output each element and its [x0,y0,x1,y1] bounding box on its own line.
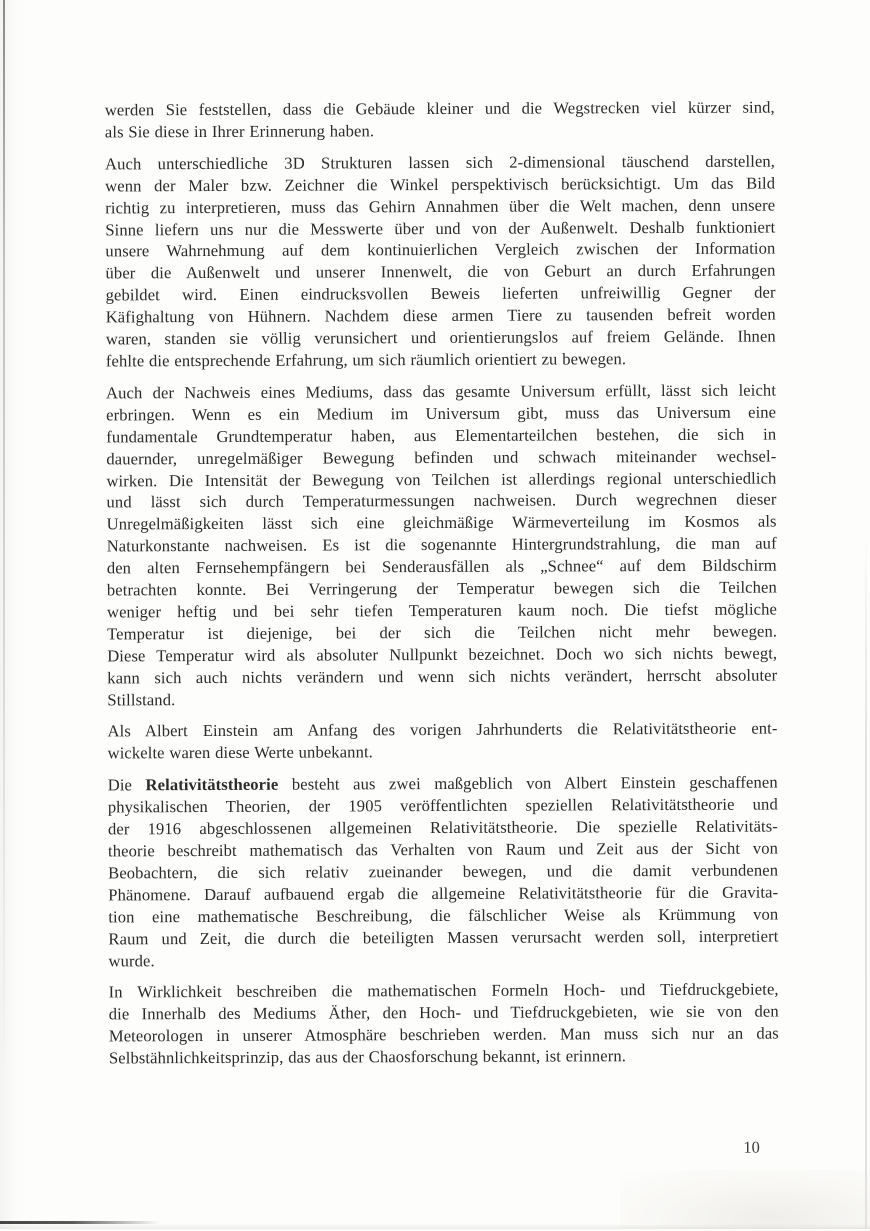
text-line: fundamentale Grundtemperatur haben, aus Elementarteilchen bestehen, die sich in [106,424,777,447]
text-line: wurde. [108,950,155,970]
scan-artifact-bottom-edge-shade [0,1224,870,1229]
text-line: und lässt sich durch Temperaturmessungen nachweisen. Durch wegrechnen dieser [106,489,777,512]
text-line: Temperatur ist diejenige, bei der sich die Teilchen nicht mehr bewegen. [107,621,778,644]
text-line: betrachten konnte. Bei Verringerung der Temperatur bewegen sich die Teilchen [106,577,777,600]
text-line: unsere Wahrnehmung auf dem kontinuierlichen Vergleich zwischen der Information [105,238,776,261]
text-line: die Innerhalb des Mediums Äther, den Hoch- und Tiefdruckgebieten, wie sie von den [108,1001,779,1024]
text-line: wickelte waren diese Werte unbekannt. [107,742,373,763]
paragraph [105,97,775,144]
text-segment: Die [107,775,146,795]
paragraph [105,150,776,372]
text-line: fehlte die entsprechende Erfahrung, um sich räumlich orientiert zu bewegen. [105,349,627,371]
text-line: Auch der Nachweis eines Mediums, dass das gesamte Universum erfüllt, lässt sich leicht [105,380,777,403]
text-line: weniger heftig und bei sehr tiefen Temperaturen kaum noch. Die tiefst mögliche [106,599,778,622]
scan-artifact-left-edge-line [3,0,5,1070]
text-line: Auch unterschiedliche 3D Strukturen lassen sich 2-dimensional täuschend darstellen, [104,151,776,174]
text-line: dauernder, unregelmäßiger Bewegung befinden und schwach miteinander wechsel- [106,446,777,469]
paragraph [108,772,779,972]
scan-artifact-corner-smudge [620,1170,870,1229]
text-line: richtig zu interpretieren, muss das Gehirn Annahmen über die Welt machen, denn unsere [105,195,776,218]
text-line: wenn der Maler bzw. Zeichner die Winkel perspektivisch berücksichtigt. Um das Bild [105,173,776,196]
text-line: werden Sie feststellen, dass die Gebäude kleiner und die Wegstrecken viel kürzer sind, [104,97,775,120]
text-line: Raum und Zeit, die durch die beteiligten Massen verursacht werden soll, interpretiert [108,926,779,949]
text-line: physikalischen Theorien, der 1905 veröffentlichten speziellen Relativitätstheorie und [107,794,778,817]
text-line: In Wirklichkeit beschreiben die mathematischen Formeln Hoch- und Tiefdruckgebiete, [108,979,779,1002]
text-line: Meteorologen in unserer Atmosphäre beschrieben werden. Man muss sich nur an das [108,1023,779,1046]
text-line: kann sich auch nichts verändern und wenn sich nichts verändert, herrscht absoluter [107,665,778,688]
paragraph [107,718,777,765]
text-line: Sinne liefern uns nur die Messwerte über und von der Außenwelt. Deshalb funktioniert [105,217,776,239]
paragraph [109,979,779,1070]
text-line: erbringen. Wenn es ein Medium im Universum gibt, muss das Universum eine [106,402,777,425]
text-line [108,772,778,797]
text-line: Unregelmäßigkeiten lässt sich eine gleichmäßige Wärmeverteilung im Kosmos als [106,511,777,534]
text-line: Diese Temperatur wird als absoluter Nullpunkt bezeichnet. Doch wo sich nichts bewegt, [107,643,778,666]
page-number: 10 [743,1137,760,1157]
paragraph [106,379,777,711]
text-line: theorie beschreibt mathematisch das Verhalten von Raum und Zeit aus der Sicht von [107,838,779,861]
text-line: waren, standen sie völlig verunsichert und orientierungslos auf freiem Gelände. Ihnen [105,326,776,349]
scan-artifact-right-edge-line [865,530,867,1229]
text-line: als Sie diese in Ihrer Erinnerung haben. [104,121,375,142]
text-line: der 1916 abgeschlossenen allgemeinen Relativitätstheorie. Die spezielle Relativitäts- [107,816,778,839]
text-line: über die Außenwelt und unserer Innenwelt, die von Geburt an durch Erfahrungen [105,260,776,283]
text-line: Selbstähnlichkeitsprinzip, das aus der Chaosforschung bekannt, ist erinnern. [108,1046,627,1068]
text-line: gebildet wird. Einen eindrucksvollen Beweis lieferten unfreiwillig Gegner der [105,282,776,305]
text-line: Phänomene. Darauf aufbauend ergab die allgemeine Relativitätstheorie für die Gravita- [108,882,779,905]
text-line: den alten Fernsehempfängern bei Senderausfällen als „Schnee“ auf dem Bildschirm [106,555,777,578]
text-line: Beobachtern, die sich relativ zueinander bewegen, und die damit verbundenen [108,860,779,883]
text-line: tion eine mathematische Beschreibung, die fälschlicher Weise als Krümmung von [108,904,779,927]
text-segment: besteht aus zwei maßgeblich von Albert Einstein geschaffenen [278,772,778,794]
text-line: wirken. Die Intensität der Bewegung von Teilchen ist allerdings regional unterschiedlich [106,468,777,490]
body-text-column [105,97,779,1080]
text-line: Als Albert Einstein am Anfang des vorigen Jahrhunderts die Relativitätstheorie ent- [107,718,778,741]
bold-term: Relativitätstheorie [145,774,279,795]
text-line: Naturkonstante nachweisen. Es ist die sogenannte Hintergrundstrahlung, die man auf [106,533,777,556]
text-line: Stillstand. [107,689,176,709]
text-line: Käfighaltung von Hühnern. Nachdem diese armen Tiere zu tausenden befreit worden [105,304,776,327]
